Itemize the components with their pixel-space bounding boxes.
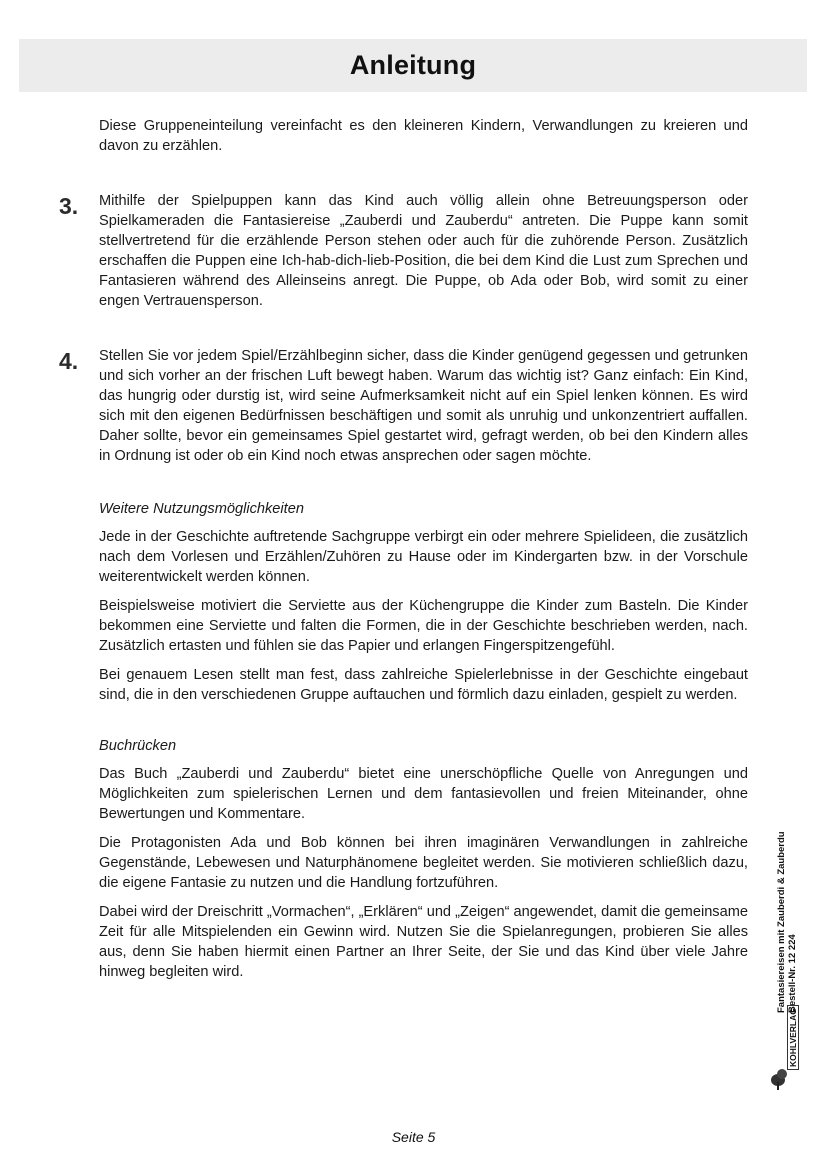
order-number: Bestell-Nr. 12 224 (787, 934, 798, 1013)
page-number: Seite 5 (391, 1129, 436, 1145)
item-number: 3. (59, 193, 79, 219)
numbered-item-3 (59, 191, 748, 311)
page-title: Anleitung (349, 50, 477, 80)
header-bar (19, 39, 807, 92)
section-paragraph: Dabei wird der Dreischritt „Vormachen“, „Erklären“ und „Zeigen“ angewendet, damit die gemeinsame Zeit für alle Mitspielenden ein Gewinn wird. Nutzen Sie die Spielanregungen, probieren Sie alles aus, denn Sie haben hiermit einen Partner an Ihrer Seite, der Sie und das Kind über viele Jahre hinweg begleiten wird. (99, 904, 748, 980)
section-paragraph: Das Buch „Zauberdi und Zauberdu“ bietet eine unerschöpfliche Quelle von Anregungen und Möglichkeiten zum spielerischen Lernen und dem fantasievollen und freien Miteinander, ohne Bewertungen und Kommentare. (99, 766, 748, 822)
section-paragraph: Bei genauem Lesen stellt man fest, dass zahlreiche Spielerlebnisse in der Geschichte eingebaut sind, die in den verschiedenen Gruppe auftauchen und förmlich dazu einladen, gespielt zu werden. (99, 667, 748, 703)
item-text: Stellen Sie vor jedem Spiel/Erzählbeginn sicher, dass die Kinder genügend gegessen und getrunken und sich vorher an der frischen Luft bewegt haben. Warum das wichtig ist? Ganz einfach: Ein Kind, das hungrig oder durstig ist, wird seine Aufmerksamkeit nicht auf ein Spiel lenken können. Es wird sich mit den eigenen Bedürfnissen beschäftigen und somit als unruhig und unkonzentriert auffallen. Daher sollte, bevor ein gemeinsames Spiel gestartet wird, gefragt werden, ob bei den Kindern alles in Ordnung ist oder ob ein Kind noch etwas ansprechen oder sagen möchte. (99, 348, 748, 464)
publisher-logo-text: KOHLVERLAG (787, 1005, 799, 1070)
item-number: 4. (59, 348, 79, 374)
item-text: Mithilfe der Spielpuppen kann das Kind auch völlig allein ohne Betreuungsperson oder Spielkameraden die Fantasiereise „Zauberdi und Zauberdu“ antreten. Die Puppe kann somit stellvertretend für die erzählende Person stehen oder auch für die zuhörende Person. Zusätzlich erschaffen die Puppen eine Ich-hab-dich-lieb-Position, die bei dem Kind die Lust zum Sprechen und Fantasieren während des Alleinseins anregt. Die Puppe, ob Ada oder Bob, wird somit zu einer engen Vertrauensperson. (99, 193, 748, 309)
book-title: Fantasiereisen mit Zauberdi & Zauberdu (776, 831, 787, 1013)
intro-paragraph: Diese Gruppeneinteilung vereinfacht es den kleineren Kindern, Verwandlungen zu kreieren und davon zu erzählen. (99, 118, 748, 154)
numbered-item-4 (59, 346, 748, 466)
section-heading: Weitere Nutzungsmöglichkeiten (99, 501, 304, 517)
book-sidebar-text (776, 813, 798, 1013)
section-paragraph: Beispielsweise motiviert die Serviette aus der Küchengruppe die Kinder zum Basteln. Die Kinder bekommen eine Serviette und falten die Formen, die in der Geschichte beschrieben werden, nach. Zusätzlich ertasten und fühlen sie das Papier und erlangen Fingerspitzengefühl. (99, 598, 748, 654)
section-heading: Buchrücken (99, 738, 177, 754)
section-paragraph: Die Protagonisten Ada und Bob können bei ihren imaginären Verwandlungen in zahlreiche Gegenstände, Lebewesen und Naturphänomene begleitet werden. Sie motivieren schließlich dazu, die eigene Fantasie zu nutzen und die Handlung fortzuführen. (99, 835, 748, 891)
section-paragraph: Jede in der Geschichte auftretende Sachgruppe verbirgt ein oder mehrere Spielideen, die zusätzlich nach dem Vorlesen und Erzählen/Zuhören zu Hause oder im Kindergarten bzw. in der Vorschule weiterentwickelt werden können. (99, 529, 748, 585)
main-content (59, 116, 748, 991)
